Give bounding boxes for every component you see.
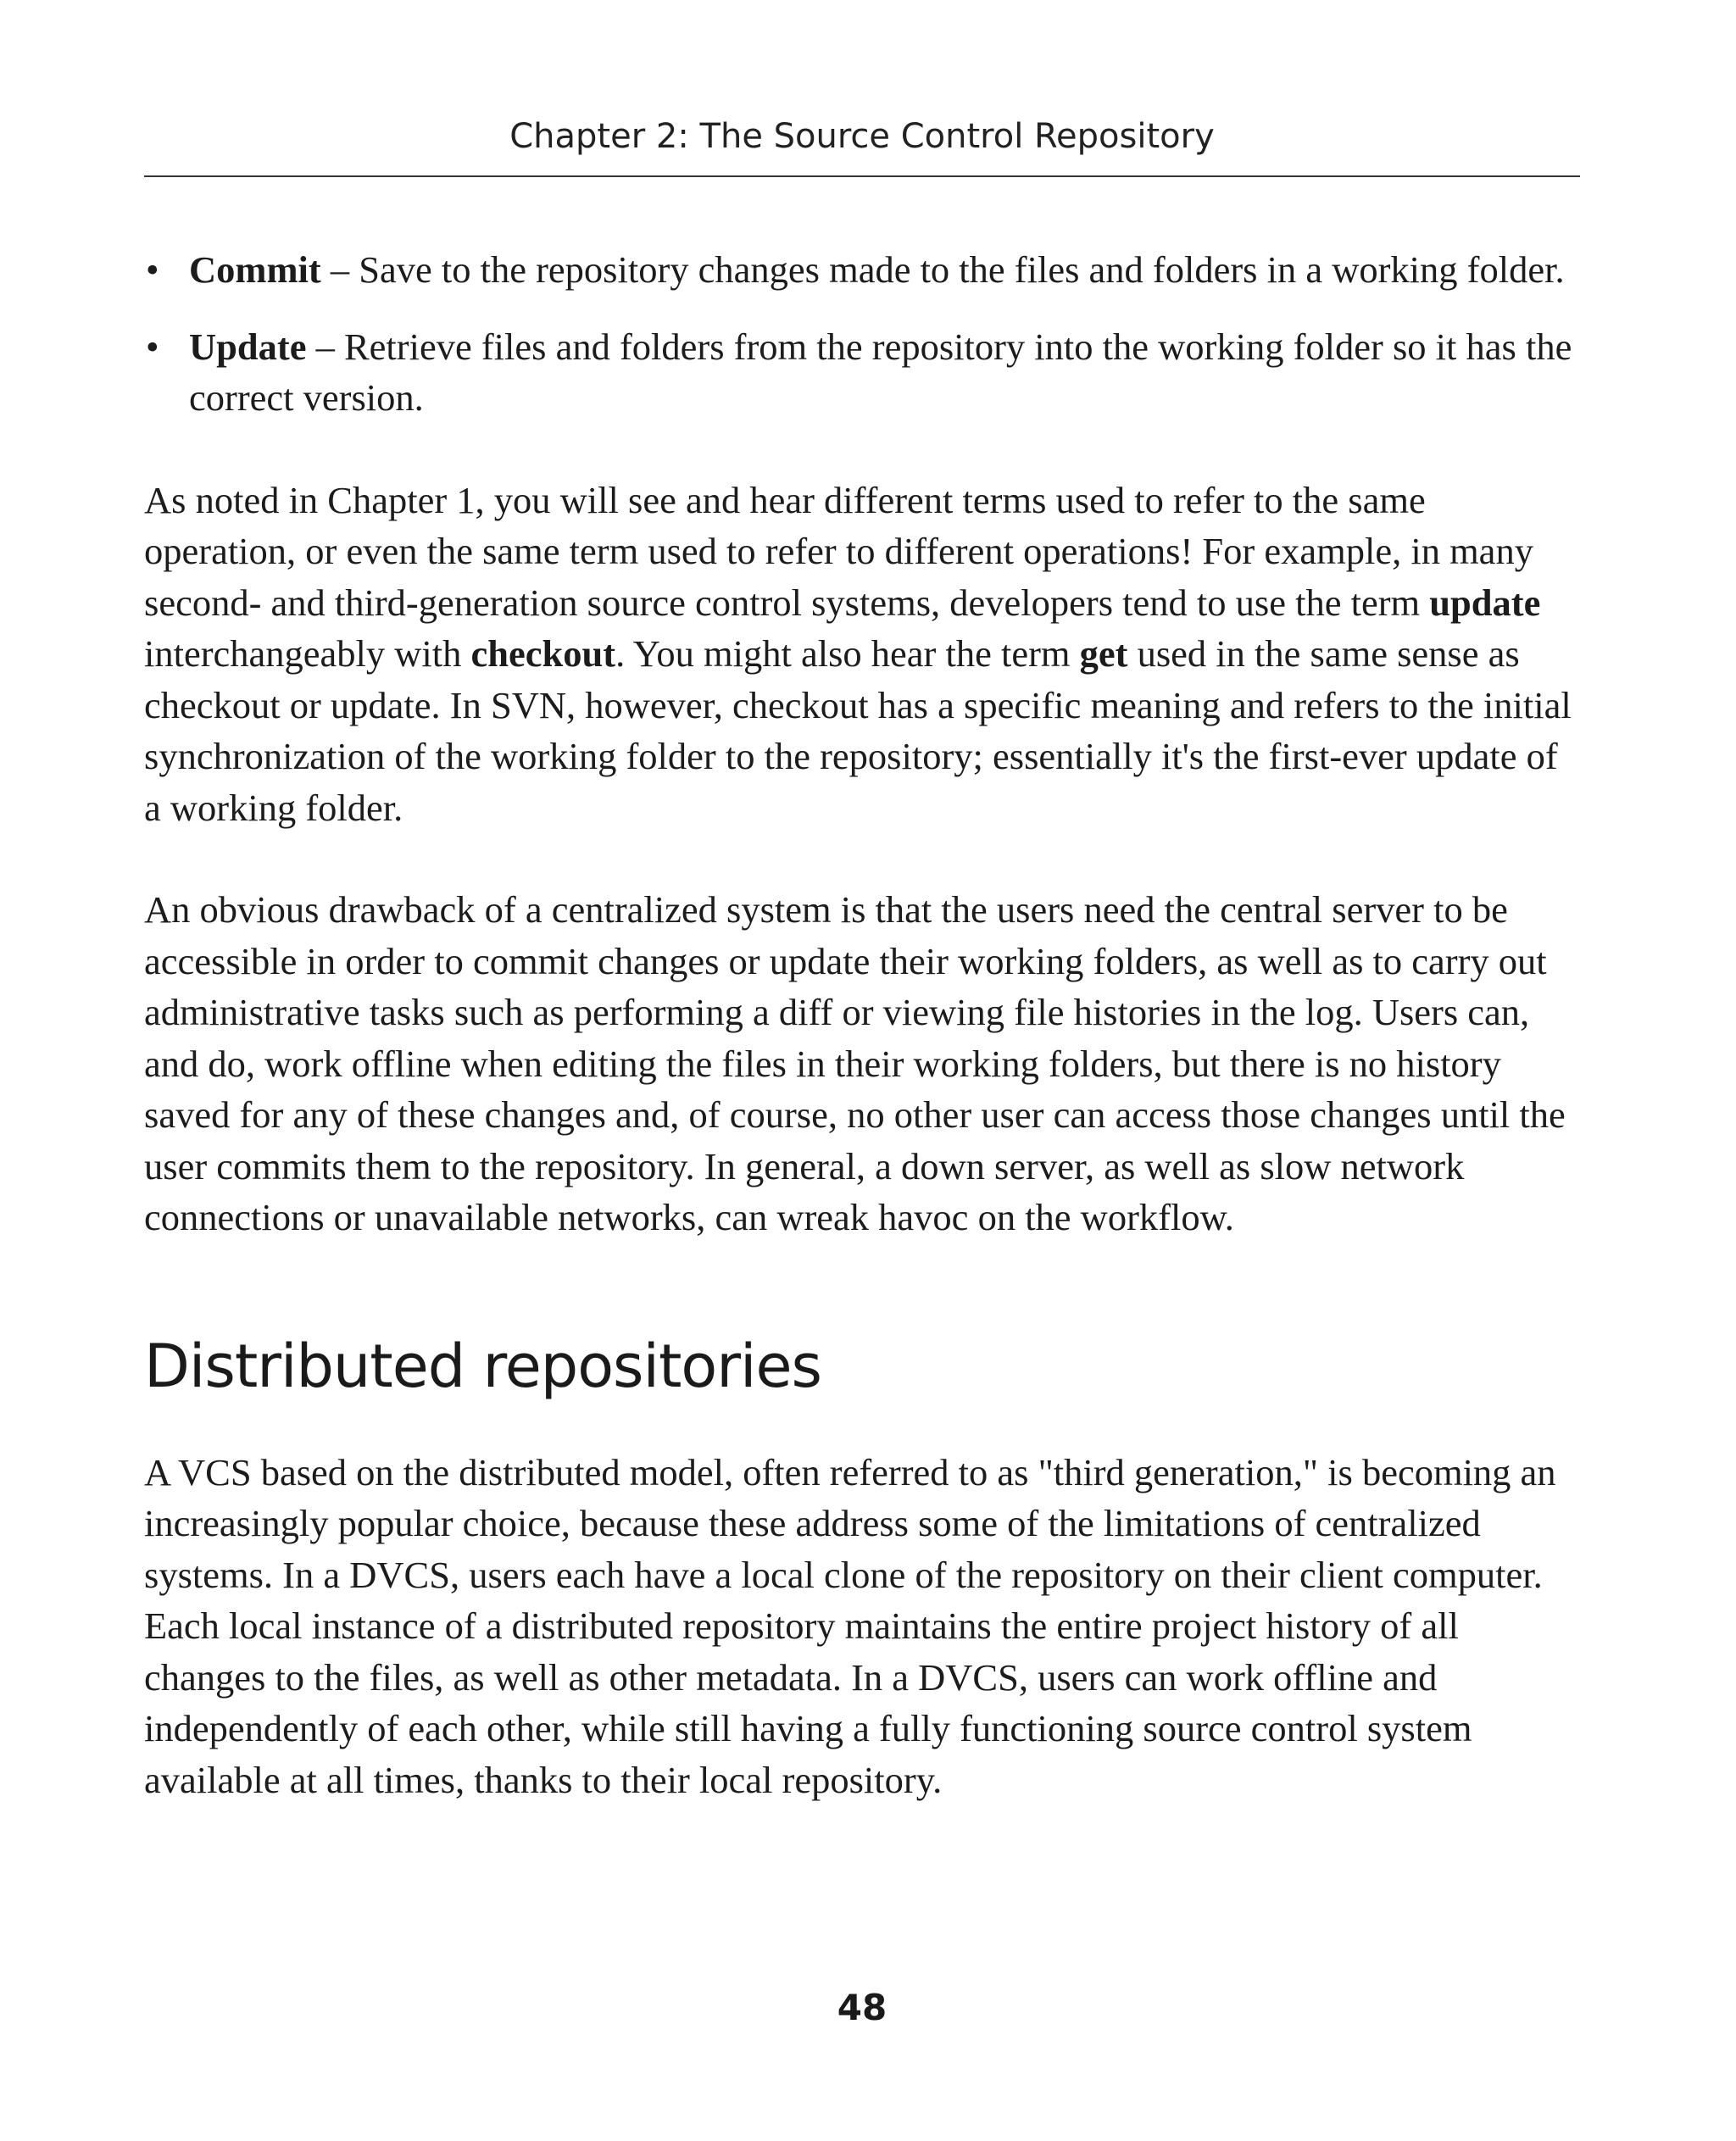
bullet-icon: • <box>146 325 159 368</box>
list-item-commit <box>144 244 1580 296</box>
text-run: As noted in Chapter 1, you will see and hear different terms used to refer to the same operation, or even the same term used to refer to different operations! For example, in many second- and third-generation source control systems, developers tend to use the term <box>144 478 1533 624</box>
bullet-icon: • <box>146 248 159 291</box>
text-run: used in the same sense as checkout or update. In SVN, however, checkout has a specific meaning and refers to the initial synchronization of the working folder to the repository; essentially it's the first-ever update of a working folder. <box>144 632 1572 829</box>
bold-term-checkout: checkout <box>470 632 616 675</box>
list-description: – Retrieve files and folders from the repository into the working folder so it has the correct version. <box>189 325 1572 419</box>
page-number: 48 <box>837 1987 887 2028</box>
list-term: Commit <box>189 248 321 291</box>
page-content <box>144 244 1580 1805</box>
running-header: Chapter 2: The Source Control Repository <box>509 117 1215 156</box>
text-run: . You might also hear the term <box>615 632 1080 675</box>
section-heading: Distributed repositories <box>144 1331 822 1401</box>
list-term: Update <box>189 325 307 368</box>
body-paragraph-distributed: A VCS based on the distributed model, often referred to as "third generation," is becoming an increasingly popular choice, because these address some of the limitations of centralized systems. In a DVCS, users each have a local clone of the repository on their client computer. Each local instance of a distributed repository maintains the entire project history of all changes to the files, as well as other metadata. In a DVCS, users can work offline and independently of each other, while still having a fully functioning source control system available at all times, thanks to their local repository. <box>144 1450 1556 1801</box>
bold-term-update: update <box>1429 581 1541 624</box>
bold-term-get: get <box>1079 632 1128 675</box>
list-description: – Save to the repository changes made to the files and folders in a working folder. <box>320 248 1565 291</box>
header-rule <box>144 175 1580 177</box>
list-item-update <box>144 321 1580 424</box>
text-run: interchangeably with <box>144 632 471 675</box>
body-paragraph-drawback: An obvious drawback of a centralized system is that the users need the central server to be accessible in order to commit changes or update their working folders, as well as to carry out administrative tasks such as performing a diff or viewing file histories in the log. Users can, and do, work offline when editing the files in their working folders, but there is no history saved for any of these changes and, of course, no other user can access those changes until the user commits them to the repository. In general, a down server, as well as slow network connections or unavailable networks, can wreak havoc on the workflow. <box>144 888 1566 1238</box>
body-paragraph-terms <box>144 475 1580 834</box>
term-list <box>144 244 1580 424</box>
